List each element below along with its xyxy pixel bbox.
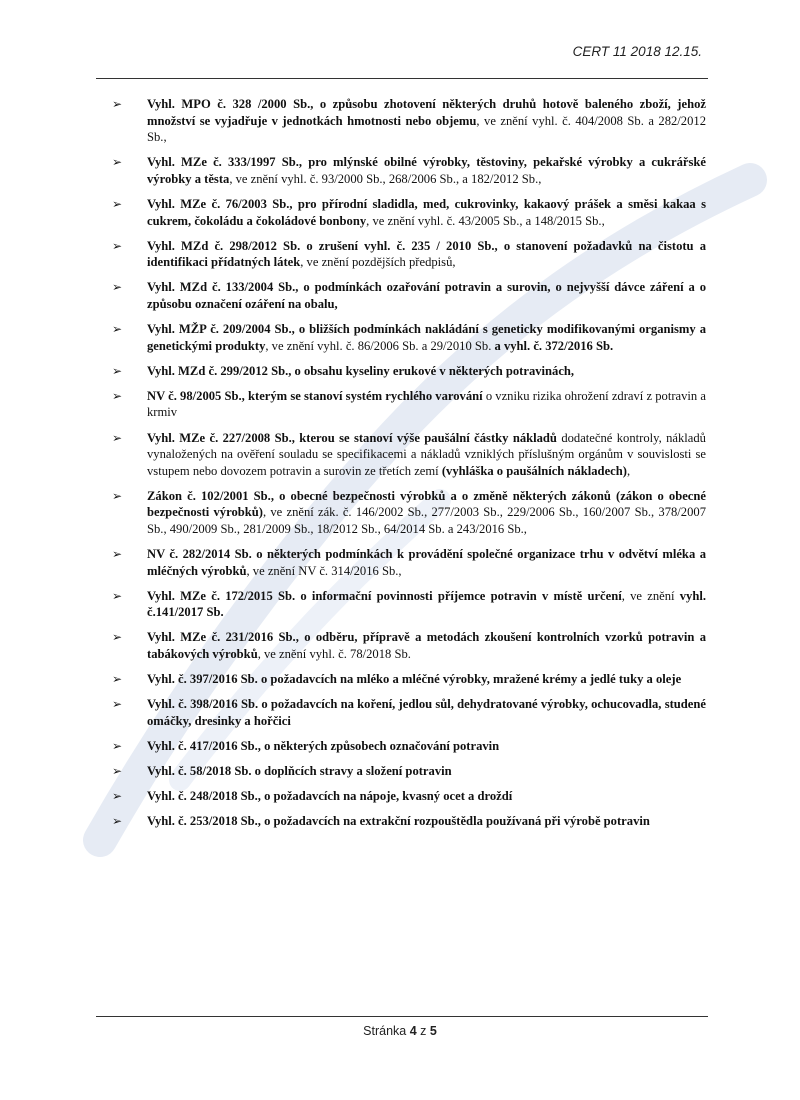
regulation-title: Vyhl. MŽP č. 209/2004 Sb., o bližších podmínkách nakládání s geneticky modifikovanými organismy a genetickými produkty	[147, 322, 706, 353]
arrow-bullet-icon: ➢	[112, 238, 123, 253]
page-footer	[0, 1024, 800, 1038]
regulation-title: vyhl. č.141/2017 Sb.	[147, 588, 706, 620]
arrow-bullet-icon: ➢	[112, 280, 123, 295]
list-item	[112, 588, 706, 621]
regulation-title: Vyhl. č. 398/2016 Sb. o požadavcích na koření, jedlou sůl, dehydratované výrobky, ochucovadla, studené omáčky, dresinky a hořčici	[147, 697, 706, 728]
list-item	[112, 321, 706, 354]
total-pages: 5	[429, 1024, 437, 1038]
list-item	[112, 430, 706, 480]
list-item	[112, 196, 706, 229]
current-page: 4	[409, 1024, 417, 1038]
list-item	[112, 238, 706, 271]
list-item	[112, 763, 706, 780]
list-item	[112, 488, 706, 538]
list-item	[112, 696, 706, 729]
arrow-bullet-icon: ➢	[112, 363, 123, 378]
regulation-title: Vyhl. č. 417/2016 Sb., o některých způsobech označování potravin	[147, 738, 500, 753]
arrow-bullet-icon: ➢	[112, 672, 123, 687]
arrow-bullet-icon: ➢	[112, 430, 123, 445]
regulation-note: , ve znění vyhl. č. 93/2000 Sb., 268/2006 Sb., a 182/2012 Sb.,	[229, 171, 542, 186]
document-code: CERT 11 2018 12.15.	[572, 44, 702, 59]
regulation-note: o vzniku rizika ohrožení zdraví z potravin a krmiv	[147, 388, 706, 420]
arrow-bullet-icon: ➢	[112, 588, 123, 603]
regulation-note: , ve znění	[621, 588, 680, 603]
list-item	[112, 388, 706, 421]
regulation-title: Vyhl. č. 248/2018 Sb., o požadavcích na nápoje, kvasný ocet a droždí	[147, 789, 513, 804]
list-item	[112, 788, 706, 805]
regulation-title: Vyhl. č. 58/2018 Sb. o doplňcích stravy a složení potravin	[147, 764, 452, 778]
arrow-bullet-icon: ➢	[112, 322, 123, 337]
regulation-title: Vyhl. MZe č. 76/2003 Sb., pro přírodní sladidla, med, cukrovinky, kakaový prášek a směsi kakaa s cukrem, čokoládu a čokoládové bonbony	[147, 196, 706, 228]
list-item	[112, 738, 706, 755]
arrow-bullet-icon: ➢	[112, 789, 123, 804]
list-item	[112, 154, 706, 187]
regulation-list	[112, 96, 706, 838]
arrow-bullet-icon: ➢	[112, 764, 123, 778]
regulation-title: (vyhláška o paušálních nákladech)	[441, 463, 627, 478]
regulation-title: Vyhl. MZd č. 133/2004 Sb., o podmínkách ozařování potravin a surovin, o nejvyšší dávce záření a o způsobu označení ozáření na obalu,	[147, 280, 706, 311]
arrow-bullet-icon: ➢	[112, 388, 123, 403]
regulation-note: ,	[626, 463, 631, 478]
regulation-title: Vyhl. MZe č. 333/1997 Sb., pro mlýnské obilné výrobky, těstoviny, pekařské výrobky a cukrářské výrobky a těsta	[147, 155, 706, 186]
regulation-title: Vyhl. MZe č. 227/2008 Sb., kterou se stanoví výše paušální částky nákladů	[147, 430, 557, 445]
list-item	[112, 96, 706, 146]
arrow-bullet-icon: ➢	[112, 155, 123, 170]
arrow-bullet-icon: ➢	[112, 196, 123, 211]
regulation-note: , ve znění vyhl. č. 86/2006 Sb. a 29/2010 Sb.	[265, 338, 492, 353]
regulation-title: Vyhl. MZd č. 299/2012 Sb., o obsahu kyseliny erukové v některých potravinách,	[147, 363, 575, 378]
arrow-bullet-icon: ➢	[112, 697, 123, 712]
arrow-bullet-icon: ➢	[112, 97, 123, 111]
list-item	[112, 363, 706, 380]
regulation-note: , ve znění zák. č. 146/2002 Sb., 277/2003 Sb., 229/2006 Sb., 160/2007 Sb., 378/2007 Sb., 490/2009 Sb., 281/2009 Sb., 18/2012 Sb., 64/2014 Sb. a 243/2016 Sb.,	[147, 505, 706, 536]
regulation-note: , ve znění pozdějších předpisů,	[300, 255, 456, 270]
regulation-title: Vyhl. MZe č. 231/2016 Sb., o odběru, přípravě a metodách zkoušení kontrolních vzorků potravin a tabákových výrobků	[147, 630, 706, 662]
regulation-note: , ve znění vyhl. č. 43/2005 Sb., a 148/2015 Sb.,	[366, 213, 605, 228]
regulation-title: Vyhl. MZe č. 172/2015 Sb. o informační povinnosti příjemce potravin v místě určení	[147, 588, 622, 603]
regulation-note: , ve znění NV č. 314/2016 Sb.,	[246, 563, 402, 578]
list-item	[112, 671, 706, 688]
regulation-title: Vyhl. č. 397/2016 Sb. o požadavcích na mléko a mléčné výrobky, mražené krémy a jedlé tuky a oleje	[147, 672, 682, 687]
list-item	[112, 546, 706, 579]
regulation-title: Vyhl. MPO č. 328 /2000 Sb., o způsobu zhotovení některých druhů hotově baleného zboží, jehož množství se vyjadřuje v jednotkách hmotnosti nebo objemu	[147, 97, 706, 128]
regulation-note: , ve znění vyhl. č. 404/2008 Sb. a 282/2012 Sb.,	[147, 113, 706, 145]
arrow-bullet-icon: ➢	[112, 488, 123, 503]
footer-divider	[96, 1016, 708, 1017]
arrow-bullet-icon: ➢	[112, 738, 123, 753]
header-divider	[96, 78, 708, 79]
regulation-title: Vyhl. MZd č. 298/2012 Sb. o zrušení vyhl. č. 235 / 2010 Sb., o stanovení požadavků na čistotu a identifikaci přídatných látek	[147, 238, 706, 270]
regulation-title: NV č. 98/2005 Sb., kterým se stanoví systém rychlého varování	[147, 388, 483, 403]
regulation-note: dodatečné kontroly, nákladů vynaložených na ověření souladu se specifikacemi a nákladů vzniklých příslušným orgánům v souvislosti se vstupem nebo dovozem potravin a surovin ze třetích zemí	[147, 430, 706, 478]
list-item	[112, 279, 706, 312]
regulation-title: a vyhl. č. 372/2016 Sb.	[491, 338, 614, 353]
page-separator: z	[416, 1024, 430, 1038]
regulation-note: , ve znění vyhl. č. 78/2018 Sb.	[257, 647, 411, 662]
arrow-bullet-icon: ➢	[112, 630, 123, 645]
regulation-title: Zákon č. 102/2001 Sb., o obecné bezpečnosti výrobků a o změně některých zákonů (zákon o obecné bezpečnosti výrobků)	[147, 488, 706, 520]
list-item	[112, 629, 706, 662]
arrow-bullet-icon: ➢	[112, 547, 123, 562]
regulation-title: Vyhl. č. 253/2018 Sb., o požadavcích na extrakční rozpouštědla používaná při výrobě potravin	[147, 814, 650, 829]
arrow-bullet-icon: ➢	[112, 814, 123, 829]
list-item	[112, 813, 706, 830]
page-label: Stránka	[363, 1024, 410, 1038]
regulation-title: NV č. 282/2014 Sb. o některých podmínkách k provádění společné organizace trhu v odvětví mléka a mléčných výrobků	[147, 547, 706, 578]
